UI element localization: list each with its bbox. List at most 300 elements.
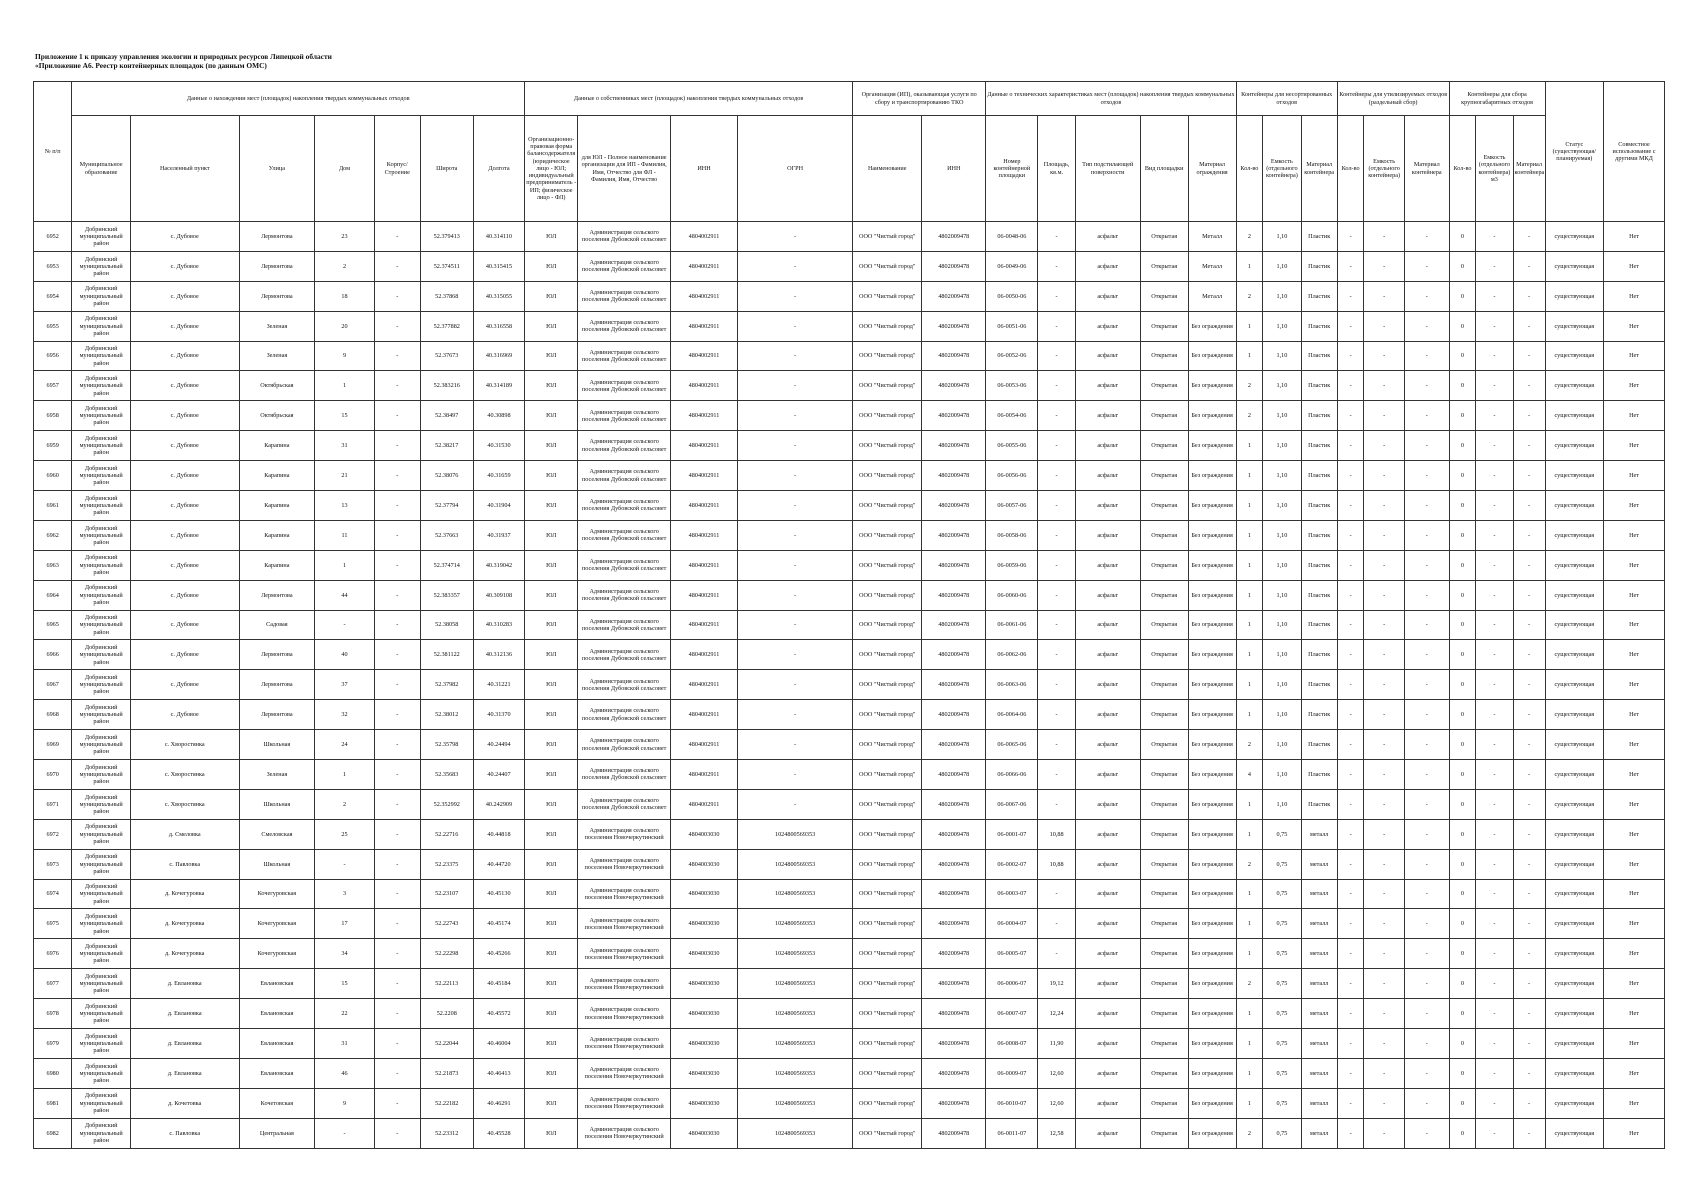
- table-cell: -: [738, 700, 853, 730]
- table-cell: -: [1038, 491, 1075, 521]
- table-cell: 52.37663: [420, 520, 473, 550]
- table-cell: Добринский муниципальный район: [72, 520, 131, 550]
- table-cell: -: [1476, 251, 1513, 281]
- table-cell: -: [1476, 461, 1513, 491]
- table-cell: существующая: [1545, 640, 1604, 670]
- table-cell: Без ограждения: [1188, 461, 1236, 491]
- table-cell: Пластик: [1301, 461, 1337, 491]
- table-cell: 06-0062-06: [986, 640, 1038, 670]
- table-cell: существующая: [1545, 1029, 1604, 1059]
- table-cell: металл: [1301, 819, 1337, 849]
- table-cell: Открытая: [1140, 670, 1188, 700]
- header-sub-row: [34, 116, 1665, 222]
- table-cell: 0: [1449, 760, 1476, 790]
- table-cell: Администрация сельского поселения Дубовской сельсовет: [578, 251, 671, 281]
- table-cell: 40.31904: [473, 491, 524, 521]
- table-cell: 0: [1449, 401, 1476, 431]
- table-cell: 6965: [34, 610, 72, 640]
- table-cell: существующая: [1545, 550, 1604, 580]
- table-cell: -: [1337, 999, 1364, 1029]
- table-cell: 1024800569353: [738, 819, 853, 849]
- table-cell: асфальт: [1075, 520, 1140, 550]
- table-cell: 40.45528: [473, 1118, 524, 1148]
- table-cell: -: [1404, 251, 1449, 281]
- table-cell: 1: [1236, 520, 1263, 550]
- table-cell: Без ограждения: [1188, 550, 1236, 580]
- table-cell: ООО "Чистый город": [853, 520, 922, 550]
- table-cell: 0,75: [1263, 1088, 1301, 1118]
- table-cell: Администрация сельского поселения Дубовской сельсовет: [578, 640, 671, 670]
- table-row: [34, 760, 1665, 790]
- table-cell: -: [1364, 431, 1404, 461]
- table-cell: -: [1364, 341, 1404, 371]
- table-cell: -: [1364, 1088, 1404, 1118]
- table-cell: Добринский муниципальный район: [72, 431, 131, 461]
- table-cell: существующая: [1545, 969, 1604, 999]
- table-cell: существующая: [1545, 999, 1604, 1029]
- table-cell: 52.38217: [420, 431, 473, 461]
- table-cell: Октябрьская: [239, 371, 315, 401]
- table-row: [34, 491, 1665, 521]
- table-cell: -: [1404, 1088, 1449, 1118]
- table-cell: Открытая: [1140, 1029, 1188, 1059]
- table-row: [34, 700, 1665, 730]
- table-cell: -: [374, 580, 420, 610]
- table-cell: 4804002911: [670, 311, 737, 341]
- table-cell: Администрация сельского поселения Дубовской сельсовет: [578, 311, 671, 341]
- col-operator-name: Наименование: [853, 116, 922, 222]
- table-cell: Открытая: [1140, 491, 1188, 521]
- table-cell: -: [1337, 580, 1364, 610]
- table-cell: 4804002911: [670, 520, 737, 550]
- table-cell: 1: [1236, 1058, 1263, 1088]
- table-cell: ЮЛ: [525, 281, 578, 311]
- table-cell: Без ограждения: [1188, 939, 1236, 969]
- table-cell: 52.383357: [420, 580, 473, 610]
- table-cell: -: [1364, 401, 1404, 431]
- table-cell: существующая: [1545, 700, 1604, 730]
- table-cell: 4802009478: [922, 251, 986, 281]
- table-cell: Администрация сельского поселения Новочеркутинский: [578, 879, 671, 909]
- table-cell: Школьная: [239, 849, 315, 879]
- table-cell: 4802009478: [922, 909, 986, 939]
- table-row: [34, 730, 1665, 760]
- table-cell: асфальт: [1075, 401, 1140, 431]
- table-cell: -: [315, 1118, 375, 1148]
- table-cell: -: [1404, 849, 1449, 879]
- table-cell: 1,10: [1263, 281, 1301, 311]
- table-cell: Без ограждения: [1188, 1029, 1236, 1059]
- table-cell: -: [374, 789, 420, 819]
- table-cell: Добринский муниципальный район: [72, 760, 131, 790]
- table-cell: 0: [1449, 1118, 1476, 1148]
- table-cell: Без ограждения: [1188, 999, 1236, 1029]
- table-cell: Нет: [1604, 222, 1665, 252]
- table-cell: 1: [1236, 251, 1263, 281]
- table-cell: асфальт: [1075, 819, 1140, 849]
- table-cell: 4802009478: [922, 700, 986, 730]
- table-cell: асфальт: [1075, 281, 1140, 311]
- table-row: [34, 939, 1665, 969]
- table-cell: Без ограждения: [1188, 580, 1236, 610]
- group-bulky: Контейнеры для сбора крупногабаритных отходов: [1449, 82, 1545, 116]
- table-cell: -: [1476, 311, 1513, 341]
- table-cell: Открытая: [1140, 1058, 1188, 1088]
- table-cell: д. Кочегуровка: [130, 939, 239, 969]
- table-cell: -: [1404, 371, 1449, 401]
- table-cell: 06-0063-06: [986, 670, 1038, 700]
- table-row: [34, 371, 1665, 401]
- table-cell: 4804002911: [670, 550, 737, 580]
- table-cell: -: [1476, 520, 1513, 550]
- table-cell: Администрация сельского поселения Дубовской сельсовет: [578, 700, 671, 730]
- table-cell: Металл: [1188, 251, 1236, 281]
- table-cell: 4804002911: [670, 251, 737, 281]
- table-cell: -: [374, 1029, 420, 1059]
- table-cell: 1024800569353: [738, 999, 853, 1029]
- heading-line-2: «Приложение А6. Реестр контейнерных площадок (по данным ОМС): [35, 61, 267, 70]
- table-cell: существующая: [1545, 520, 1604, 550]
- table-cell: -: [1364, 520, 1404, 550]
- table-cell: -: [1404, 401, 1449, 431]
- table-cell: 4804002911: [670, 341, 737, 371]
- table-cell: Карапина: [239, 550, 315, 580]
- table-cell: 06-0048-06: [986, 222, 1038, 252]
- table-cell: существующая: [1545, 909, 1604, 939]
- table-cell: -: [1476, 849, 1513, 879]
- table-cell: Открытая: [1140, 222, 1188, 252]
- table-cell: Без ограждения: [1188, 311, 1236, 341]
- table-cell: -: [1038, 879, 1075, 909]
- table-cell: -: [1038, 222, 1075, 252]
- table-cell: Евлановская: [239, 999, 315, 1029]
- table-row: [34, 1058, 1665, 1088]
- table-cell: 52.22743: [420, 909, 473, 939]
- table-cell: -: [1038, 760, 1075, 790]
- table-cell: 4804002911: [670, 610, 737, 640]
- table-cell: ООО "Чистый город": [853, 1118, 922, 1148]
- table-cell: 0: [1449, 610, 1476, 640]
- table-cell: ООО "Чистый город": [853, 610, 922, 640]
- table-cell: металл: [1301, 969, 1337, 999]
- table-cell: ООО "Чистый город": [853, 789, 922, 819]
- table-cell: -: [1476, 909, 1513, 939]
- table-cell: Администрация сельского поселения Новочеркутинский: [578, 1058, 671, 1088]
- table-cell: ЮЛ: [525, 1029, 578, 1059]
- table-cell: 4804002911: [670, 700, 737, 730]
- table-cell: -: [1513, 909, 1545, 939]
- table-cell: металл: [1301, 879, 1337, 909]
- table-cell: -: [1337, 909, 1364, 939]
- table-cell: 06-0049-06: [986, 251, 1038, 281]
- table-cell: -: [1476, 819, 1513, 849]
- table-cell: Пластик: [1301, 520, 1337, 550]
- col-latitude: Широта: [420, 116, 473, 222]
- table-cell: Нет: [1604, 1058, 1665, 1088]
- table-cell: Пластик: [1301, 251, 1337, 281]
- table-cell: 2: [315, 251, 375, 281]
- table-cell: асфальт: [1075, 222, 1140, 252]
- table-cell: ООО "Чистый город": [853, 371, 922, 401]
- table-cell: -: [1337, 311, 1364, 341]
- table-cell: -: [738, 789, 853, 819]
- table-cell: 6961: [34, 491, 72, 521]
- table-cell: Открытая: [1140, 789, 1188, 819]
- table-cell: Администрация сельского поселения Дубовской сельсовет: [578, 760, 671, 790]
- table-cell: 0,75: [1263, 1058, 1301, 1088]
- table-cell: ООО "Чистый город": [853, 730, 922, 760]
- table-cell: Администрация сельского поселения Новочеркутинский: [578, 1118, 671, 1148]
- table-cell: Без ограждения: [1188, 371, 1236, 401]
- table-row: [34, 520, 1665, 550]
- table-cell: -: [1404, 520, 1449, 550]
- table-cell: 40.319042: [473, 550, 524, 580]
- table-cell: -: [1337, 730, 1364, 760]
- table-cell: асфальт: [1075, 1088, 1140, 1118]
- table-cell: -: [1404, 431, 1449, 461]
- table-cell: -: [738, 371, 853, 401]
- table-cell: Без ограждения: [1188, 1118, 1236, 1148]
- table-cell: 1,10: [1263, 222, 1301, 252]
- table-cell: -: [738, 251, 853, 281]
- table-cell: Администрация сельского поселения Дубовской сельсовет: [578, 431, 671, 461]
- table-cell: -: [1038, 251, 1075, 281]
- table-cell: 1: [1236, 580, 1263, 610]
- table-cell: -: [738, 461, 853, 491]
- table-cell: 1024800569353: [738, 849, 853, 879]
- table-cell: 52.377882: [420, 311, 473, 341]
- table-cell: Администрация сельского поселения Дубовской сельсовет: [578, 550, 671, 580]
- table-cell: Без ограждения: [1188, 879, 1236, 909]
- table-cell: асфальт: [1075, 849, 1140, 879]
- table-cell: 1,10: [1263, 401, 1301, 431]
- table-cell: Нет: [1604, 789, 1665, 819]
- table-cell: 1: [1236, 789, 1263, 819]
- table-cell: 6966: [34, 640, 72, 670]
- table-cell: 1: [1236, 939, 1263, 969]
- table-cell: 1: [1236, 461, 1263, 491]
- table-cell: -: [1513, 491, 1545, 521]
- heading-line-1: Приложение 1 к приказу управления экологии и природных ресурсов Липецкой области: [35, 52, 332, 61]
- table-cell: -: [1513, 550, 1545, 580]
- table-cell: 06-0001-07: [986, 819, 1038, 849]
- table-cell: ЮЛ: [525, 311, 578, 341]
- registry-table: [33, 81, 1665, 1149]
- table-cell: -: [1513, 311, 1545, 341]
- table-cell: Открытая: [1140, 281, 1188, 311]
- table-cell: 52.37673: [420, 341, 473, 371]
- table-cell: 40.24407: [473, 760, 524, 790]
- table-cell: асфальт: [1075, 760, 1140, 790]
- table-cell: -: [1337, 401, 1364, 431]
- table-cell: -: [374, 222, 420, 252]
- table-cell: 1024800569353: [738, 969, 853, 999]
- table-cell: с. Павловка: [130, 849, 239, 879]
- table-row: [34, 789, 1665, 819]
- table-cell: 52.37982: [420, 670, 473, 700]
- table-cell: Без ограждения: [1188, 700, 1236, 730]
- table-cell: -: [1476, 640, 1513, 670]
- table-cell: -: [1337, 789, 1364, 819]
- table-cell: существующая: [1545, 401, 1604, 431]
- table-cell: д. Евлановка: [130, 1058, 239, 1088]
- table-row: [34, 670, 1665, 700]
- table-cell: асфальт: [1075, 730, 1140, 760]
- table-cell: Нет: [1604, 550, 1665, 580]
- table-cell: с. Павловка: [130, 1118, 239, 1148]
- table-row: [34, 909, 1665, 939]
- table-cell: -: [1404, 222, 1449, 252]
- table-cell: Нет: [1604, 819, 1665, 849]
- table-cell: 0: [1449, 849, 1476, 879]
- table-cell: 12,60: [1038, 1058, 1075, 1088]
- table-cell: -: [1513, 849, 1545, 879]
- table-cell: -: [1513, 610, 1545, 640]
- table-cell: Добринский муниципальный район: [72, 670, 131, 700]
- table-cell: -: [1364, 251, 1404, 281]
- table-cell: -: [1476, 401, 1513, 431]
- table-cell: 4804003030: [670, 939, 737, 969]
- table-cell: -: [1404, 341, 1449, 371]
- table-cell: -: [1404, 491, 1449, 521]
- table-cell: металл: [1301, 1088, 1337, 1118]
- table-cell: Без ограждения: [1188, 640, 1236, 670]
- table-cell: с. Дубовое: [130, 222, 239, 252]
- table-cell: Пластик: [1301, 341, 1337, 371]
- table-cell: 52.22182: [420, 1088, 473, 1118]
- table-cell: Открытая: [1140, 341, 1188, 371]
- table-cell: Администрация сельского поселения Новочеркутинский: [578, 999, 671, 1029]
- table-cell: существующая: [1545, 461, 1604, 491]
- table-cell: Металл: [1188, 281, 1236, 311]
- table-row: [34, 819, 1665, 849]
- table-cell: -: [1404, 610, 1449, 640]
- table-cell: Пластик: [1301, 311, 1337, 341]
- table-cell: 1,10: [1263, 371, 1301, 401]
- table-cell: Открытая: [1140, 879, 1188, 909]
- table-cell: 06-0004-07: [986, 909, 1038, 939]
- table-cell: 2: [1236, 730, 1263, 760]
- table-cell: -: [1476, 969, 1513, 999]
- table-cell: 0,75: [1263, 1118, 1301, 1148]
- col-house: Дом: [315, 116, 375, 222]
- table-cell: 06-0003-07: [986, 879, 1038, 909]
- table-cell: 06-0054-06: [986, 401, 1038, 431]
- table-cell: металл: [1301, 1058, 1337, 1088]
- table-cell: -: [738, 520, 853, 550]
- table-cell: -: [1404, 999, 1449, 1029]
- table-cell: 0: [1449, 311, 1476, 341]
- table-cell: -: [1337, 760, 1364, 790]
- table-cell: -: [1038, 341, 1075, 371]
- table-cell: 10,88: [1038, 819, 1075, 849]
- table-cell: ООО "Чистый город": [853, 341, 922, 371]
- table-cell: с. Дубовое: [130, 491, 239, 521]
- table-cell: Добринский муниципальный район: [72, 1058, 131, 1088]
- table-cell: Открытая: [1140, 431, 1188, 461]
- table-cell: ООО "Чистый город": [853, 1029, 922, 1059]
- table-cell: Добринский муниципальный район: [72, 730, 131, 760]
- table-cell: Открытая: [1140, 520, 1188, 550]
- table-cell: -: [1337, 939, 1364, 969]
- table-cell: 40.242909: [473, 789, 524, 819]
- table-cell: 40.45572: [473, 999, 524, 1029]
- table-cell: ООО "Чистый город": [853, 999, 922, 1029]
- table-cell: -: [1404, 1118, 1449, 1148]
- table-cell: Нет: [1604, 251, 1665, 281]
- table-cell: -: [374, 401, 420, 431]
- table-cell: 9: [315, 1088, 375, 1118]
- table-cell: Без ограждения: [1188, 849, 1236, 879]
- table-cell: -: [1364, 760, 1404, 790]
- table-cell: существующая: [1545, 789, 1604, 819]
- table-cell: 17: [315, 909, 375, 939]
- table-cell: 4802009478: [922, 222, 986, 252]
- table-cell: с. Дубовое: [130, 610, 239, 640]
- table-cell: -: [1404, 461, 1449, 491]
- table-cell: ООО "Чистый город": [853, 550, 922, 580]
- table-cell: Садовая: [239, 610, 315, 640]
- table-cell: 6957: [34, 371, 72, 401]
- table-cell: Администрация сельского поселения Новочеркутинский: [578, 1088, 671, 1118]
- table-cell: -: [1476, 1058, 1513, 1088]
- table-cell: существующая: [1545, 431, 1604, 461]
- table-row: [34, 610, 1665, 640]
- table-cell: с. Дубовое: [130, 670, 239, 700]
- table-cell: 40: [315, 640, 375, 670]
- table-cell: -: [374, 610, 420, 640]
- group-owner: Данные о собственниках мест (площадок) накопления твердых коммунальных отходов: [525, 82, 853, 116]
- table-cell: 0,75: [1263, 999, 1301, 1029]
- table-cell: Добринский муниципальный район: [72, 700, 131, 730]
- table-cell: 1,10: [1263, 491, 1301, 521]
- table-cell: 06-0008-07: [986, 1029, 1038, 1059]
- table-cell: 6969: [34, 730, 72, 760]
- table-cell: 4802009478: [922, 789, 986, 819]
- table-cell: 4802009478: [922, 730, 986, 760]
- table-cell: 4804002911: [670, 401, 737, 431]
- table-cell: Школьная: [239, 789, 315, 819]
- table-cell: 40.309108: [473, 580, 524, 610]
- col-longitude: Долгота: [473, 116, 524, 222]
- table-cell: 4802009478: [922, 939, 986, 969]
- table-cell: Нет: [1604, 760, 1665, 790]
- table-cell: Металл: [1188, 222, 1236, 252]
- table-cell: ЮЛ: [525, 251, 578, 281]
- table-cell: -: [1404, 879, 1449, 909]
- table-cell: -: [1513, 341, 1545, 371]
- table-cell: -: [1337, 281, 1364, 311]
- table-cell: Смеловская: [239, 819, 315, 849]
- table-cell: -: [1513, 879, 1545, 909]
- table-cell: ООО "Чистый город": [853, 251, 922, 281]
- table-cell: Администрация сельского поселения Дубовской сельсовет: [578, 222, 671, 252]
- table-cell: 1,10: [1263, 730, 1301, 760]
- table-cell: с. Хворостянка: [130, 760, 239, 790]
- table-cell: Нет: [1604, 520, 1665, 550]
- table-cell: металл: [1301, 1118, 1337, 1148]
- table-cell: -: [1513, 730, 1545, 760]
- table-cell: 6963: [34, 550, 72, 580]
- table-cell: Нет: [1604, 371, 1665, 401]
- table-cell: 40.316969: [473, 341, 524, 371]
- table-cell: 4802009478: [922, 1058, 986, 1088]
- table-cell: Пластик: [1301, 670, 1337, 700]
- table-cell: ООО "Чистый город": [853, 879, 922, 909]
- table-cell: д. Кочетовка: [130, 1088, 239, 1118]
- table-cell: 1024800569353: [738, 1029, 853, 1059]
- table-cell: 13: [315, 491, 375, 521]
